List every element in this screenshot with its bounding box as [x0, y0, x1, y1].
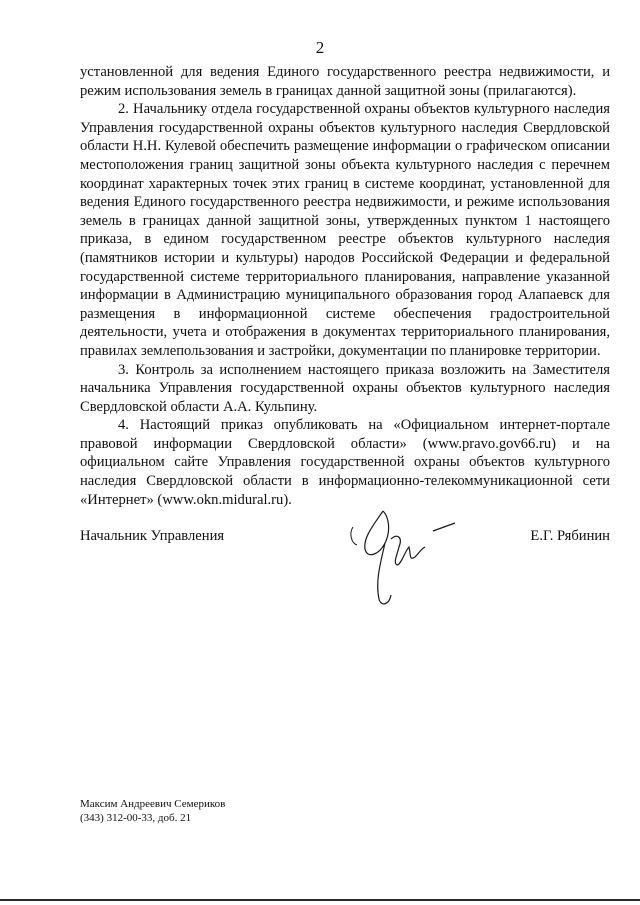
document-body	[80, 63, 610, 509]
contact-phone: (343) 312-00-33, доб. 21	[80, 812, 192, 824]
paragraph-item-3: 3. Контроль за исполнением настоящего приказа возложить на Заместителя начальника Управления государственной охраны объектов культурного наследия Свердловской области А.А. Кульпину.	[80, 361, 610, 415]
paragraph-item-2: 2. Начальнику отдела государственной охраны объектов культурного наследия Управления государственной охраны объектов культурного наследия Свердловской области Н.Н. Кулевой обеспечить размещение информации о графическом описании местоположения границ защитной зоны объекта культурного наследия с перечнем координат характерных точек этих границ в системе координат, установленной для ведения Единого государственного реестра недвижимости, и режиме использования земель в границах данной защитной зоны, утвержденных пунктом 1 настоящего приказа, в едином государственном реестре объектов культурного наследия (памятников истории и культуры) народов Российской Федерации и федеральной государственной системе территориального планирования, направление указанной информации в Администрацию муниципального образования город Алапаевск для размещения в информационной системе обеспечения градостроительной деятельности, учета и отображения в документах территориального планирования, правилах землепользования и застройки, документации по планировке территории.	[80, 101, 610, 359]
contact-name: Максим Андреевич Семериков	[80, 798, 226, 810]
signer-title: Начальник Управления	[80, 528, 225, 544]
signature-block	[80, 528, 610, 648]
paragraph-continuation: установленной для ведения Единого государственного реестра недвижимости, и режим использования земель в границах данной защитной зоны (прилагаются).	[80, 64, 610, 99]
page-number: 2	[315, 38, 325, 57]
paragraph-item-4: 4. Настоящий приказ опубликовать на «Официальном интернет-портале правовой информации Свердловской области» (www.pravo.gov66.ru) и на официальном сайте Управления государственной охраны объектов культурного наследия Свердловской области в информационно-телекоммуникационной сети «Интернет» (www.okn.midural.ru).	[80, 417, 610, 508]
page-bottom-edge	[0, 899, 640, 901]
handwritten-signature	[345, 503, 465, 613]
contact-footer	[80, 797, 225, 825]
signer-name: Е.Г. Рябинин	[530, 528, 610, 544]
